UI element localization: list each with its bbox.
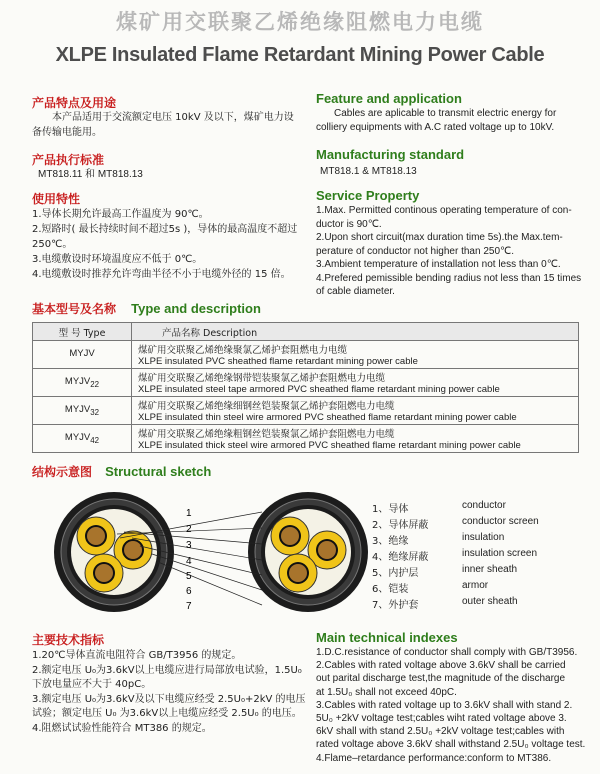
tech-line-en: 2.Cables with rated voltage above 3.6kV shall be carried — [316, 660, 566, 672]
legend-label-cn: 内护层 — [388, 568, 419, 579]
tech-heading-en: Main technical indexes — [316, 630, 458, 645]
sketch-heading-en: Structural sketch — [105, 464, 212, 479]
legend-label-en: conductor screen — [462, 516, 539, 527]
legend-label-en: outer sheath — [462, 596, 518, 607]
description-cell — [132, 369, 579, 397]
service-line-en: of cable diameter. — [316, 286, 395, 297]
legend-number: 1、 — [372, 504, 389, 515]
description-cell — [132, 397, 579, 425]
features-line-en: Cables are aplicable to transmit electric energy for — [334, 108, 557, 119]
legend-label-cn: 导体 — [388, 504, 409, 515]
callout-line — [158, 562, 262, 605]
tech-line-en: rated voltage above 3.6kV shall withstand 2.5U₀ voltage test. — [316, 739, 586, 751]
types-heading-en: Type and description — [131, 301, 261, 316]
legend-label-en: inner sheath — [462, 564, 518, 575]
model-cell — [33, 425, 132, 453]
legend-label-cn: 外护套 — [388, 600, 419, 611]
legend-number: 6、 — [372, 584, 389, 595]
legend-number: 7、 — [372, 600, 389, 611]
service-heading-en: Service Property — [316, 188, 420, 203]
description-cn: 煤矿用交联聚乙烯绝缘钢带铠装聚氯乙烯护套阻燃电力电缆 — [138, 373, 386, 384]
features-line-cn: 本产品适用于交流额定电压 10kV 及以下，煤矿电力设 — [52, 112, 294, 123]
legend-label-en: insulation — [462, 532, 505, 543]
model-cell — [33, 369, 132, 397]
callout-labels — [186, 508, 192, 612]
legend-item — [372, 564, 518, 579]
features-line-en: colliery equipments with A.C rated voltage up to 10kV. — [316, 122, 555, 133]
service-line-cn: 1.导体长期允许最高工作温度为 90℃。 — [32, 209, 209, 220]
legend-item — [372, 500, 506, 515]
legend-label-cn: 导体屏蔽 — [388, 520, 429, 531]
conductor — [95, 564, 113, 582]
callout-label-6: 6 — [186, 586, 192, 597]
standard-heading-cn: 产品执行标准 — [32, 153, 105, 167]
table-row — [33, 397, 579, 425]
callout-label-5: 5 — [186, 571, 192, 582]
description-en: XLPE insulated thick steel wire armored PVC sheathed flame retardant mining power cable — [138, 440, 521, 451]
service-line-en: 1.Max. Permitted continous operating temperature of con- — [316, 205, 572, 216]
service-line-cn: 250℃。 — [32, 239, 73, 250]
features-text-cn — [32, 110, 294, 140]
sketch-heading-cn: 结构示意图 — [32, 465, 93, 479]
page-title-english: XLPE Insulated Flame Retardant Mining Power Cable — [55, 44, 545, 66]
description-cn: 煤矿用交联聚乙烯绝缘聚氯乙烯护套阻燃电力电缆 — [138, 345, 348, 356]
types-heading-cn: 基本型号及名称 — [32, 302, 117, 316]
description-cn: 煤矿用交联聚乙烯绝缘粗钢丝铠装聚氯乙烯护套阻燃电力电缆 — [138, 429, 395, 440]
tech-line-cn: 1.20℃导体直流电阻符合 GB/T3956 的规定。 — [32, 650, 242, 661]
tech-text-en — [316, 646, 585, 765]
tech-line-cn: 3.额定电压 U₀为3.6kV及以下电缆应经受 2.5U₀+2kV 的电压 — [32, 693, 306, 705]
legend-label-cn: 绝缘屏蔽 — [388, 552, 429, 563]
model-name: MYJV — [69, 348, 95, 360]
features-text-en — [316, 107, 556, 135]
table-row — [33, 425, 579, 453]
model-suffix: 22 — [90, 379, 100, 389]
tech-line-en: 4.Flame–retardance performance:conform to MT386. — [316, 752, 552, 764]
legend-label-en: insulation screen — [462, 548, 538, 559]
standard-text-cn: MT818.11 和 MT818.13 — [38, 169, 143, 180]
model-suffix: 42 — [90, 435, 100, 445]
conductor — [124, 541, 142, 559]
conductor — [87, 527, 105, 545]
features-line-cn: 备传输电能用。 — [32, 127, 102, 138]
legend-item — [372, 596, 518, 611]
legend-label-cn: 铠装 — [388, 584, 409, 595]
model-name: MYJV — [64, 432, 91, 444]
types-heading — [32, 298, 261, 317]
service-line-cn: 3.电缆敷设时环境温度应不低于 0℃。 — [32, 254, 203, 265]
cable-left-section — [54, 492, 174, 612]
features-heading-cn: 产品特点及用途 — [32, 96, 117, 110]
service-text-cn — [32, 207, 297, 282]
model-suffix: 32 — [90, 407, 100, 417]
description-en: XLPE insulated thin steel wire armored PVC sheathed flame retardant mining power cable — [138, 412, 517, 423]
service-heading-cn: 使用特性 — [32, 192, 81, 206]
standard-heading-en: Manufacturing standard — [316, 147, 465, 162]
tech-line-en: 3.Cables with rated voltage up to 3.6kV shall with stand 2. — [316, 699, 573, 711]
table-row — [33, 369, 579, 397]
description-en: XLPE insulated PVC sheathed flame retardant mining power cable — [138, 356, 418, 367]
sketch-legend — [372, 500, 592, 620]
legend-item — [372, 532, 505, 547]
column-header-description: 产品名称 Description — [132, 323, 579, 341]
model-cell — [33, 341, 132, 369]
description-cell — [132, 425, 579, 453]
callout-label-3: 3 — [186, 540, 192, 551]
service-line-en: perature of conductor not higher than 250℃. — [316, 245, 515, 257]
tech-line-en: out parital discharge test,the magnitude of the discharge — [316, 673, 566, 685]
legend-label-cn: 绝缘 — [388, 536, 409, 547]
service-text-en — [316, 204, 581, 299]
type-table — [32, 322, 579, 453]
tech-line-cn: 试验；额定电压 U₀ 为3.6kV以上电缆应经受 2.5U₀ 的电压。 — [32, 708, 302, 719]
conductor — [318, 541, 336, 559]
service-line-cn: 4.电缆敷设时推荐允许弯曲半径不小于电缆外径的 15 倍。 — [32, 269, 291, 280]
table-row — [33, 341, 579, 369]
legend-item — [372, 516, 539, 531]
legend-number: 4、 — [372, 552, 389, 563]
tech-line-en: at 1.5U₀ shall not exceed 40pC. — [316, 686, 457, 698]
tech-text-cn — [32, 649, 306, 736]
description-cn: 煤矿用交联聚乙烯绝缘细钢丝铠装聚氯乙烯护套阻燃电力电缆 — [138, 401, 395, 412]
sketch-heading — [32, 461, 211, 480]
cable-right-section — [248, 492, 368, 612]
service-line-en: 4.Prefered pemissible bending radius not less than 15 times — [316, 272, 582, 284]
tech-line-en: 5U₀ +2kV voltage test;cables wiht rated voltage above 3. — [316, 713, 567, 725]
callout-label-7: 7 — [186, 601, 192, 612]
legend-number: 5、 — [372, 568, 389, 579]
conductor — [289, 564, 307, 582]
legend-number: 3、 — [372, 536, 389, 547]
service-line-cn: 2.短路时( 最长持续时间不超过5s )，导体的最高温度不超过 — [32, 224, 298, 235]
table-header-row — [33, 323, 579, 341]
tech-line-cn: 2.额定电压 U₀为3.6kV以上电缆应进行局部放电试验，1.5U₀ — [32, 664, 302, 676]
legend-item — [372, 580, 489, 595]
tech-line-en: 6kV shall with stand 2.5U₀ +2kV voltage test;cables with — [316, 726, 565, 738]
cable-cross-section-diagram — [52, 490, 372, 614]
service-line-en: 3.Ambient temperature of installation not less than 0℃. — [316, 259, 561, 270]
callout-label-1: 1 — [186, 508, 192, 519]
legend-item — [372, 548, 538, 563]
description-en: XLPE insulated steel tape armored PVC sheathed flame retardant mining power cable — [138, 384, 500, 395]
column-header-type: 型 号 Type — [33, 323, 132, 341]
tech-line-cn: 下放电量应不大于 40pC。 — [32, 679, 152, 690]
model-cell — [33, 397, 132, 425]
standard-text-en: MT818.1 & MT818.13 — [320, 166, 417, 177]
legend-label-en: conductor — [462, 500, 506, 511]
legend-label-en: armor — [462, 580, 489, 591]
callout-label-4: 4 — [186, 556, 192, 567]
tech-heading-cn: 主要技术指标 — [32, 633, 105, 647]
legend-number: 2、 — [372, 520, 389, 531]
page-title-chinese: 煤矿用交联聚乙烯绝缘阻燃电力电缆 — [116, 10, 484, 34]
service-line-en: ductor is 90℃. — [316, 218, 382, 230]
model-name: MYJV — [64, 376, 91, 388]
callout-label-2: 2 — [186, 524, 192, 535]
tech-line-cn: 4.阻燃试试验性能符合 MT386 的规定。 — [32, 722, 212, 734]
model-name: MYJV — [64, 404, 91, 416]
tech-line-en: 1.D.C.resistance of conductor shall comply with GB/T3956. — [316, 647, 578, 658]
conductor — [281, 527, 299, 545]
description-cell — [132, 341, 579, 369]
service-line-en: 2.Upon short circuit(max duration time 5s).the Max.tem- — [316, 232, 563, 243]
features-heading-en: Feature and application — [316, 91, 462, 106]
